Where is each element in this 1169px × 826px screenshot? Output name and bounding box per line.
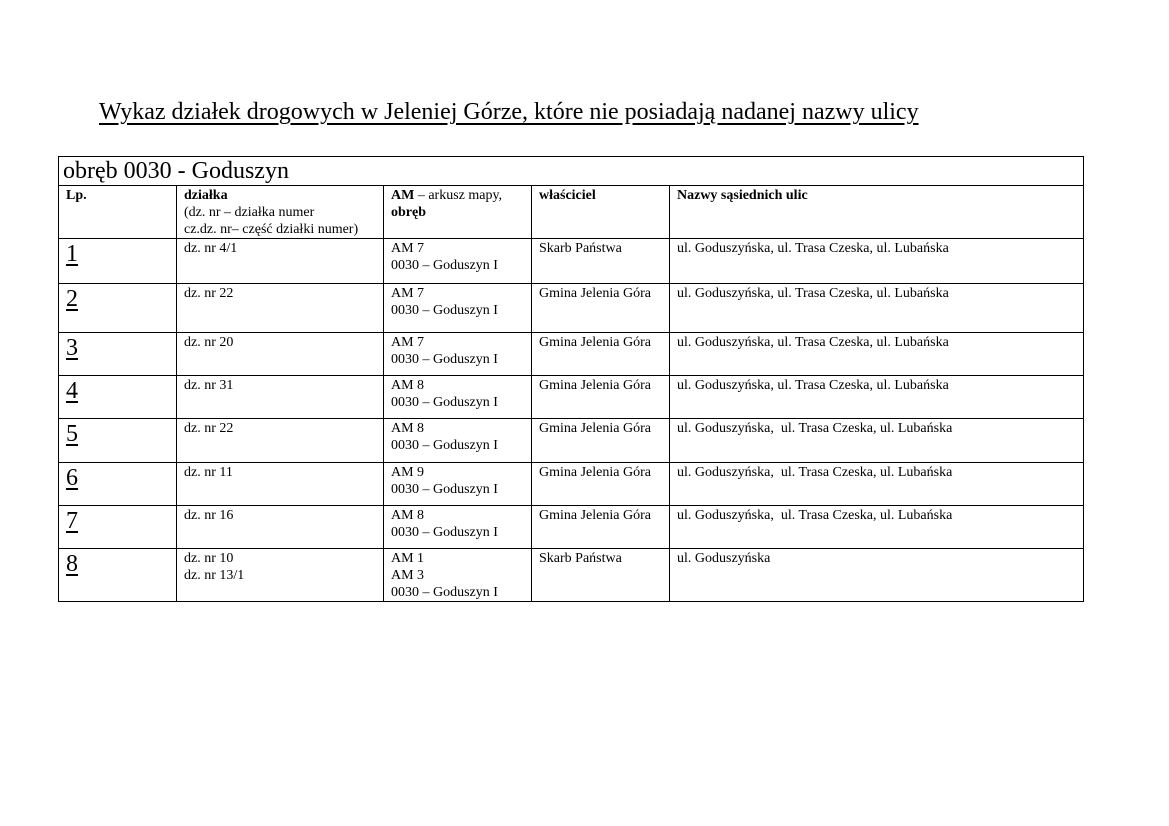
- header-am: [384, 186, 532, 239]
- map-sheet-line: AM 1: [391, 551, 425, 566]
- parcel-number: dz. nr 16: [184, 508, 234, 523]
- parcel-number: dz. nr 22: [184, 421, 234, 436]
- parcel-number: dz. nr 31: [184, 378, 234, 393]
- streets-cell: ul. Goduszyńska, ul. Trasa Czeska, ul. Lubańska: [670, 239, 1084, 284]
- streets-cell: ul. Goduszyńska, ul. Trasa Czeska, ul. Lubańska: [670, 506, 1084, 549]
- map-sheet-line: AM 9: [391, 465, 425, 480]
- parcel-table: [58, 156, 1084, 602]
- map-sheet-line: AM 7: [391, 241, 425, 256]
- streets-cell: ul. Goduszyńska, ul. Trasa Czeska, ul. Lubańska: [670, 284, 1084, 333]
- row-number: 4: [59, 376, 177, 419]
- map-sheet-line: 0030 – Goduszyn I: [391, 482, 498, 497]
- parcel-cell: [177, 506, 384, 549]
- header-lp: Lp.: [59, 186, 177, 239]
- owner-cell: Gmina Jelenia Góra: [532, 376, 670, 419]
- owner-cell: Skarb Państwa: [532, 239, 670, 284]
- table-row: [59, 419, 1084, 463]
- map-sheet-cell: [384, 419, 532, 463]
- map-sheet-cell: [384, 333, 532, 376]
- map-sheet-cell: [384, 506, 532, 549]
- map-sheet-line: 0030 – Goduszyn I: [391, 438, 498, 453]
- section-heading: obręb 0030 - Goduszyn: [59, 157, 1084, 186]
- map-sheet-line: 0030 – Goduszyn I: [391, 258, 498, 273]
- owner-cell: Gmina Jelenia Góra: [532, 419, 670, 463]
- streets-cell: ul. Goduszyńska: [670, 549, 1084, 602]
- header-am-desc: – arkusz mapy,: [414, 188, 503, 203]
- map-sheet-line: 0030 – Goduszyn I: [391, 525, 498, 540]
- row-number: 5: [59, 419, 177, 463]
- parcel-number: dz. nr 20: [184, 335, 234, 350]
- map-sheet-cell: [384, 284, 532, 333]
- parcel-number: dz. nr 10: [184, 551, 234, 566]
- map-sheet-line: 0030 – Goduszyn I: [391, 352, 498, 367]
- map-sheet-line: AM 8: [391, 378, 425, 393]
- map-sheet-cell: [384, 549, 532, 602]
- parcel-number: dz. nr 22: [184, 286, 234, 301]
- header-dzialka-note-1: (dz. nr – działka numer: [184, 205, 315, 220]
- header-dzialka-label: działka: [184, 188, 228, 203]
- header-owner: właściciel: [532, 186, 670, 239]
- header-dzialka-note-2: cz.dz. nr– część działki numer): [184, 222, 359, 237]
- table-row: [59, 463, 1084, 506]
- owner-cell: Gmina Jelenia Góra: [532, 506, 670, 549]
- parcel-cell: [177, 549, 384, 602]
- table-row: [59, 239, 1084, 284]
- parcel-cell: [177, 419, 384, 463]
- header-am-label: AM: [391, 188, 415, 203]
- owner-cell: Gmina Jelenia Góra: [532, 333, 670, 376]
- map-sheet-line: 0030 – Goduszyn I: [391, 395, 498, 410]
- streets-cell: ul. Goduszyńska, ul. Trasa Czeska, ul. Lubańska: [670, 463, 1084, 506]
- map-sheet-line: AM 7: [391, 335, 425, 350]
- map-sheet-cell: [384, 463, 532, 506]
- document-title: Wykaz działek drogowych w Jeleniej Górze, które nie posiadają nadanej nazwy ulicy: [99, 99, 919, 125]
- table-row: [59, 284, 1084, 333]
- map-sheet-line: AM 8: [391, 421, 425, 436]
- map-sheet-line: 0030 – Goduszyn I: [391, 303, 498, 318]
- row-number: 7: [59, 506, 177, 549]
- row-number: 1: [59, 239, 177, 284]
- parcel-number: dz. nr 13/1: [184, 568, 245, 583]
- streets-cell: ul. Goduszyńska, ul. Trasa Czeska, ul. Lubańska: [670, 419, 1084, 463]
- map-sheet-line: AM 7: [391, 286, 425, 301]
- streets-cell: ul. Goduszyńska, ul. Trasa Czeska, ul. Lubańska: [670, 376, 1084, 419]
- row-number: 6: [59, 463, 177, 506]
- parcel-cell: [177, 284, 384, 333]
- table-row: [59, 376, 1084, 419]
- parcel-number: dz. nr 11: [184, 465, 233, 480]
- parcel-number: dz. nr 4/1: [184, 241, 238, 256]
- parcel-cell: [177, 463, 384, 506]
- parcel-cell: [177, 333, 384, 376]
- parcel-cell: [177, 239, 384, 284]
- header-dzialka: [177, 186, 384, 239]
- parcel-cell: [177, 376, 384, 419]
- map-sheet-cell: [384, 239, 532, 284]
- streets-cell: ul. Goduszyńska, ul. Trasa Czeska, ul. Lubańska: [670, 333, 1084, 376]
- map-sheet-line: AM 8: [391, 508, 425, 523]
- table-row: [59, 506, 1084, 549]
- row-number: 8: [59, 549, 177, 602]
- row-number: 3: [59, 333, 177, 376]
- header-obreb: obręb: [391, 205, 426, 220]
- header-streets: Nazwy sąsiednich ulic: [670, 186, 1084, 239]
- map-sheet-line: AM 3: [391, 568, 425, 583]
- header-row: [59, 186, 1084, 239]
- map-sheet-line: 0030 – Goduszyn I: [391, 585, 498, 600]
- row-number: 2: [59, 284, 177, 333]
- table-row: [59, 333, 1084, 376]
- owner-cell: Gmina Jelenia Góra: [532, 284, 670, 333]
- owner-cell: Gmina Jelenia Góra: [532, 463, 670, 506]
- table-body: [59, 239, 1084, 602]
- table-row: [59, 549, 1084, 602]
- owner-cell: Skarb Państwa: [532, 549, 670, 602]
- map-sheet-cell: [384, 376, 532, 419]
